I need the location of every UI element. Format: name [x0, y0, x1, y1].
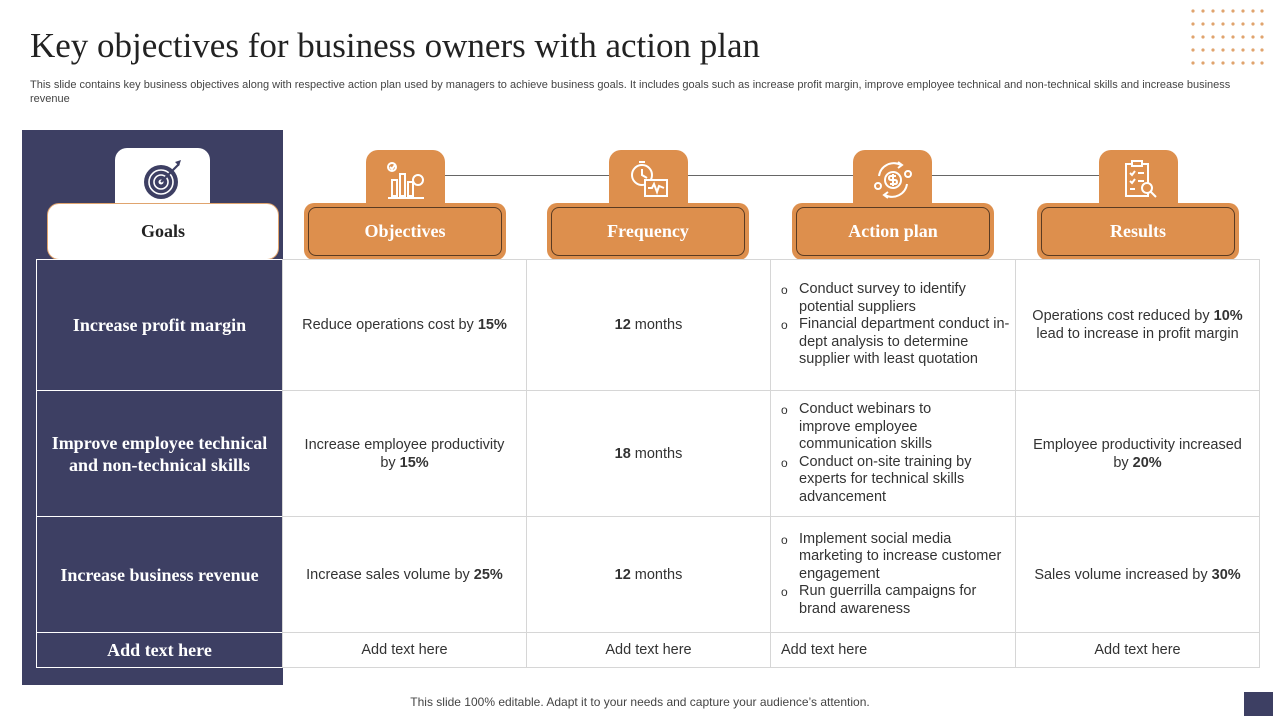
action-item: o Run guerrilla campaigns for brand awareness [781, 583, 1015, 618]
table-row [37, 391, 1261, 518]
page-title: Key objectives for business owners with action plan [30, 26, 760, 65]
objectives-icon-tab [366, 150, 445, 208]
corner-accent [1244, 692, 1273, 716]
frequency-unit: months [630, 566, 683, 583]
chart-target-icon [384, 158, 428, 202]
cycle-money-icon [871, 158, 915, 202]
results-header [1037, 203, 1239, 260]
frequency-cell [526, 259, 771, 391]
action-plan-cell [770, 390, 1016, 517]
footer-note: This slide 100% editable. Adapt it to your needs and capture your audience’s attention. [410, 695, 870, 709]
goal-cell: Add text here [36, 632, 283, 668]
objective-value: 15% [399, 454, 429, 471]
result-text-tail: lead to increase in profit margin [1036, 326, 1239, 342]
action-item: o Financial department conduct in-dept analysis to determine supplier with least quotation [781, 316, 1015, 369]
result-cell [1015, 516, 1260, 633]
objective-cell [282, 390, 527, 517]
action-item: o Conduct on-site training by experts for technical skills advancement [781, 454, 985, 507]
stopwatch-icon [627, 158, 671, 202]
result-cell [1015, 259, 1260, 391]
decorative-dot-grid [1190, 8, 1264, 66]
action-plan-header [792, 203, 994, 260]
result-cell: Add text here [1015, 632, 1260, 668]
frequency-unit: months [630, 445, 683, 462]
action-plan-icon-tab [853, 150, 932, 208]
action-item: o Conduct survey to identify potential suppliers [781, 281, 1015, 316]
frequency-value: 12 [614, 566, 631, 583]
objectives-header [304, 203, 506, 260]
page-subtitle: This slide contains key business objectives along with respective action plan used by managers to achieve business goals. It includes goals such as increase profit margin, improve employee technical and non-technical skills and increase business revenue [30, 79, 1231, 105]
objective-text: Reduce operations cost by [302, 317, 478, 333]
result-cell [1015, 390, 1260, 517]
objective-cell [282, 259, 527, 391]
frequency-cell [526, 516, 771, 633]
result-text: Employee productivity increased by [1033, 436, 1242, 471]
results-icon-tab [1099, 150, 1178, 208]
objective-cell: Add text here [282, 632, 527, 668]
table-row [37, 633, 1261, 669]
result-value: 10% [1213, 308, 1243, 324]
frequency-value: 12 [614, 317, 631, 333]
objectives-header-label: Objectives [308, 207, 502, 256]
objective-cell [282, 516, 527, 633]
table-row [37, 260, 1261, 392]
frequency-icon-tab [609, 150, 688, 208]
goals-header: Goals [47, 203, 279, 260]
target-icon [141, 158, 185, 202]
results-header-label: Results [1041, 207, 1235, 256]
frequency-cell: Add text here [526, 632, 771, 668]
clipboard-checklist-icon [1117, 158, 1161, 202]
frequency-value: 18 [614, 445, 631, 462]
frequency-cell [526, 390, 771, 517]
frequency-header-label: Frequency [551, 207, 745, 256]
objective-value: 15% [477, 317, 507, 333]
frequency-header [547, 203, 749, 260]
goal-cell: Increase business revenue [36, 516, 283, 633]
action-item: o Implement social media marketing to increase customer engagement [781, 531, 1015, 584]
goal-cell: Improve employee technical and non-technical skills [36, 390, 283, 517]
action-plan-cell [770, 516, 1016, 633]
action-item: o Conduct webinars to improve employee communication skills [781, 401, 985, 454]
goals-icon-tab [115, 148, 210, 210]
action-plan-cell: Add text here [770, 632, 1016, 668]
action-plan-header-label: Action plan [796, 207, 990, 256]
objective-text: Increase employee productivity by [304, 436, 505, 471]
header-connector-line [405, 175, 1138, 176]
result-text: Sales volume increased by [1034, 566, 1212, 583]
objective-text: Increase sales volume by [306, 566, 474, 583]
frequency-unit: months [630, 317, 683, 333]
result-value: 30% [1211, 566, 1241, 583]
result-text: Operations cost reduced by [1032, 308, 1214, 324]
goal-cell: Increase profit margin [36, 259, 283, 391]
result-value: 20% [1132, 454, 1162, 471]
action-plan-cell [770, 259, 1016, 391]
objectives-table [37, 260, 1261, 669]
objective-value: 25% [473, 566, 503, 583]
table-row [37, 517, 1261, 634]
